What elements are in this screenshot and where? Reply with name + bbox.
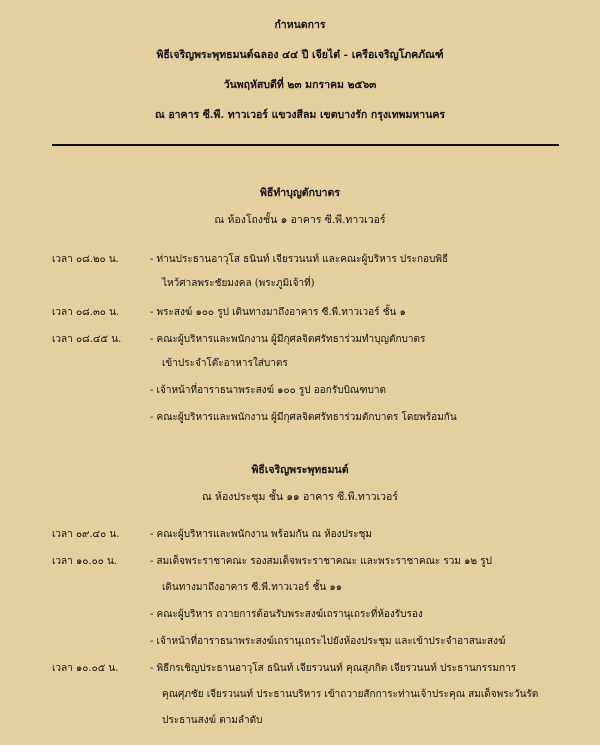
section1-title: พิธีทำบุญตักบาตร (260, 187, 340, 199)
row-text: - ท่านประธานอาวุโส ธนินท์ เจียรวนนท์ และคณะผู้บริหาร ประกอบพิธี (150, 254, 449, 265)
header-venue: ณ อาคาร ซี.พี. ทาวเวอร์ แขวงสีลม เขตบางรัก กรุงเทพมหานคร (154, 109, 446, 121)
header-event-name: พิธีเจริญพระพุทธมนต์ฉลอง ๔๔ ปี เจียไต๋ - เครือเจริญโภคภัณฑ์ (156, 49, 444, 61)
header-divider (52, 144, 559, 146)
row-time: เวลา ๑๐.๐๐ น. (52, 556, 117, 567)
header-title: กำหนดการ (274, 19, 326, 31)
row-time: เวลา ๑๐.๐๕ น. (52, 663, 119, 674)
row-text: - เจ้าหน้าที่อาราธนาพระสงฆ์ ๑๐๐ รูป ออกรับบิณฑบาต (150, 385, 386, 396)
row-text: - พระสงฆ์ ๑๐๐ รูป เดินทางมาถึงอาคาร ซี.พี.ทาวเวอร์ ชั้น ๑ (150, 307, 406, 318)
row-text: - คณะผู้บริหารและพนักงาน ผู้มีกุศลจิตศรัทธาร่วมตักบาตร โดยพร้อมกัน (150, 412, 457, 423)
row-time: เวลา ๐๘.๓๐ น. (52, 307, 120, 318)
header-date: วันพฤหัสบดีที่ ๒๓ มกราคม ๒๕๖๓ (223, 79, 377, 91)
section2-subtitle: ณ ห้องประชุม ชั้น ๑๑ อาคาร ซี.พี.ทาวเวอร์ (201, 491, 399, 503)
row-text: - เจ้าหน้าที่อาราธนาพระสงฆ์เถรานุเถระไปยังห้องประชุม และเข้าประจำอาสนะสงฆ์ (150, 636, 506, 647)
row-time: เวลา ๐๙.๔๐ น. (52, 529, 120, 540)
row-text: - คณะผู้บริหารและพนักงาน พร้อมกัน ณ ห้องประชุม (150, 529, 373, 540)
row-text: - คณะผู้บริหารและพนักงาน ผู้มีกุศลจิตศรัทธาร่วมทำบุญตักบาตร (150, 334, 426, 345)
row-time: เวลา ๐๘.๒๐ น. (52, 254, 119, 265)
row-text: - พิธีกรเชิญประธานอาวุโส ธนินท์ เจียรวนนท์ คุณสุภกิต เจียรวนนท์ ประธานกรรมการ (150, 663, 517, 674)
section1-subtitle: ณ ห้องโถงชั้น ๑ อาคาร ซี.พี.ทาวเวอร์ (214, 214, 386, 226)
row-continuation: ประธานสงฆ์ ตามลำดับ (162, 715, 263, 726)
row-text: - สมเด็จพระราชาคณะ รองสมเด็จพระราชาคณะ และพระราชาคณะ รวม ๑๒ รูป (150, 556, 493, 567)
row-continuation: ไหว้ศาลพระชัยมงคล (พระภูมิเจ้าที่) (162, 278, 315, 289)
row-continuation: คุณศุภชัย เจียรวนนท์ ประธานบริหาร เข้าถวายสักการะท่านเจ้าประคุณ สมเด็จพระวันรัต (162, 689, 539, 700)
document-header (0, 10, 600, 130)
row-continuation: เดินทางมาถึงอาคาร ซี.พี.ทาวเวอร์ ชั้น ๑๑ (162, 582, 343, 593)
section2-title: พิธีเจริญพระพุทธมนต์ (251, 464, 349, 476)
row-time: เวลา ๐๘.๔๕ น. (52, 334, 122, 345)
row-text: - คณะผู้บริหาร ถวายการต้อนรับพระสงฆ์เถรานุเถระที่ห้องรับรอง (150, 609, 423, 620)
row-continuation: เข้าประจำโต๊ะอาหารใส่บาตร (162, 358, 288, 369)
